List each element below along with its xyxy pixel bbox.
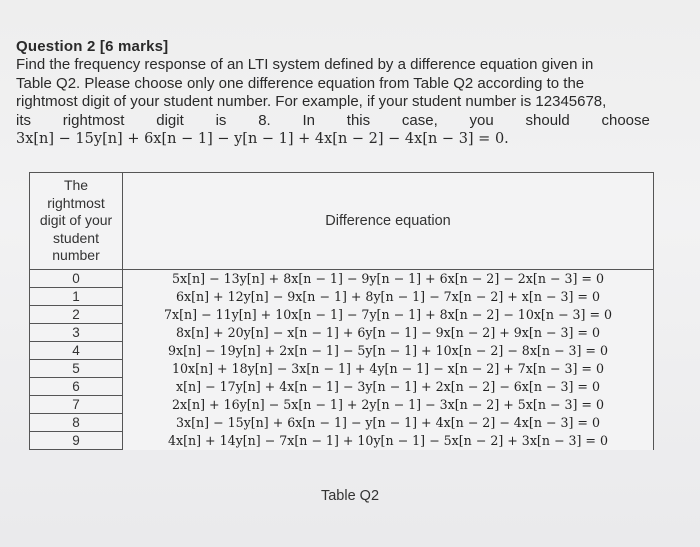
digit-cell: 5 <box>30 360 123 378</box>
digit-cell: 0 <box>30 270 123 288</box>
digit-cell: 1 <box>30 288 123 306</box>
digit-column-header <box>30 173 123 270</box>
question-line-justified <box>16 112 650 131</box>
equation-cell: 3x[n] − 15y[n] + 6x[n − 1] − y[n − 1] + 4x[n − 2] − 4x[n − 3] = 0 <box>123 414 654 432</box>
table-row <box>30 288 654 306</box>
table-row <box>30 270 654 288</box>
digit-cell: 9 <box>30 432 123 450</box>
header-line: student <box>53 229 99 246</box>
header-line: The <box>63 177 89 194</box>
word: 8. <box>258 111 271 129</box>
table-row <box>30 342 654 360</box>
digit-cell: 2 <box>30 306 123 324</box>
table-row <box>30 432 654 450</box>
word: rightmost <box>62 111 125 129</box>
header-line: rightmost <box>47 194 105 211</box>
table-caption: Table Q2 <box>320 488 380 504</box>
word: its <box>16 111 31 129</box>
equation-cell: 6x[n] + 12y[n] − 9x[n − 1] + 8y[n − 1] − 7x[n − 2] + x[n − 3] = 0 <box>123 288 654 306</box>
digit-cell: 4 <box>30 342 123 360</box>
header-line: number <box>52 247 100 264</box>
question-text <box>16 56 656 130</box>
word: should <box>525 111 570 129</box>
word: this <box>346 111 371 129</box>
question-line: rightmost digit of your student number. For example, if your student number is 12345678, <box>16 93 607 110</box>
table-row <box>30 306 654 324</box>
difference-equation-table <box>29 172 654 450</box>
table-row <box>30 324 654 342</box>
table-row <box>30 414 654 432</box>
equation-cell: 9x[n] − 19y[n] + 2x[n − 1] − 5y[n − 1] + 10x[n − 2] − 8x[n − 3] = 0 <box>123 342 654 360</box>
table-row <box>30 396 654 414</box>
equation-column-header: Difference equation <box>123 173 654 270</box>
word: In <box>302 111 315 129</box>
digit-cell: 8 <box>30 414 123 432</box>
equation-cell: 5x[n] − 13y[n] + 8x[n − 1] − 9y[n − 1] + 6x[n − 2] − 2x[n − 3] = 0 <box>123 270 654 288</box>
question-line: Find the frequency response of an LTI system defined by a difference equation given in <box>16 56 594 73</box>
word: case, <box>401 111 438 129</box>
digit-cell: 6 <box>30 378 123 396</box>
question-title: Question 2 [6 marks] <box>16 38 169 55</box>
equation-cell: 2x[n] + 16y[n] − 5x[n − 1] + 2y[n − 1] − 3x[n − 2] + 5x[n − 3] = 0 <box>123 396 654 414</box>
equation-cell: x[n] − 17y[n] + 4x[n − 1] − 3y[n − 1] + 2x[n − 2] − 6x[n − 3] = 0 <box>123 378 654 396</box>
digit-cell: 3 <box>30 324 123 342</box>
equation-cell: 7x[n] − 11y[n] + 10x[n − 1] − 7y[n − 1] + 8x[n − 2] − 10x[n − 3] = 0 <box>123 306 654 324</box>
word: is <box>215 111 227 129</box>
header-line: digit of your <box>39 212 113 229</box>
digit-cell: 7 <box>30 396 123 414</box>
word: you <box>469 111 494 129</box>
table-row <box>30 378 654 396</box>
equation-cell: 4x[n] + 14y[n] − 7x[n − 1] + 10y[n − 1] − 5x[n − 2] + 3x[n − 3] = 0 <box>123 432 654 450</box>
example-equation: 3x[n] − 15y[n] + 6x[n − 1] − y[n − 1] + 4x[n − 2] − 4x[n − 3] = 0. <box>16 131 509 147</box>
table-header-row <box>30 173 654 270</box>
question-line: Table Q2. Please choose only one difference equation from Table Q2 according to the <box>16 74 585 92</box>
equation-cell: 10x[n] + 18y[n] − 3x[n − 1] + 4y[n − 1] − x[n − 2] + 7x[n − 3] = 0 <box>123 360 654 378</box>
table-row <box>30 360 654 378</box>
word: choose <box>601 111 650 129</box>
equation-cell: 8x[n] + 20y[n] − x[n − 1] + 6y[n − 1] − 9x[n − 2] + 9x[n − 3] = 0 <box>123 324 654 342</box>
word: digit <box>156 111 184 129</box>
